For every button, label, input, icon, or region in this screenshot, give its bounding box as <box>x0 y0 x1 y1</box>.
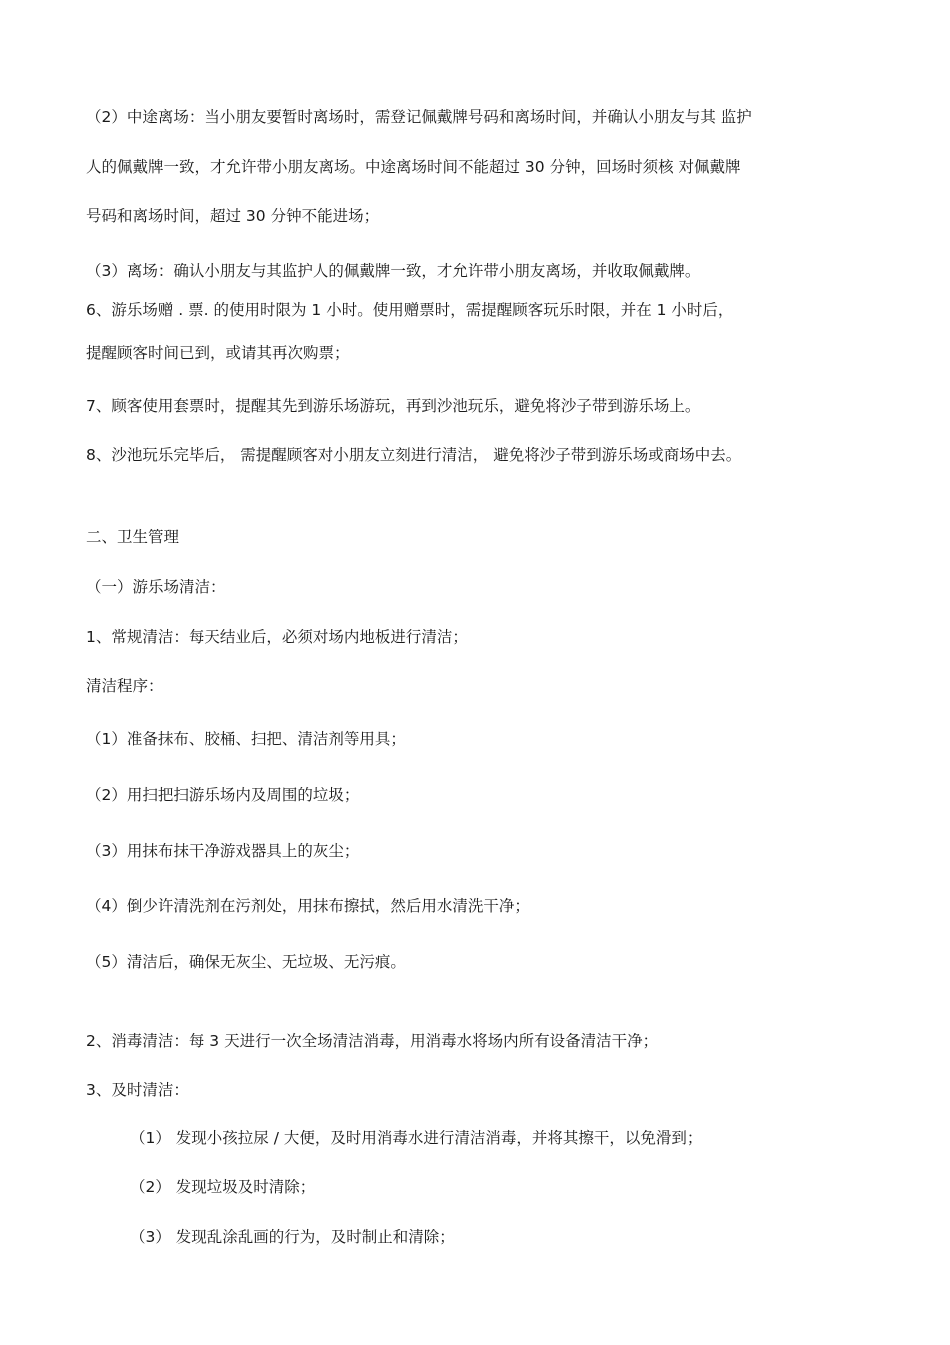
paragraph-line: 1、常规清洁：每天结业后，必须对场内地板进行清洁； <box>86 628 468 646</box>
paragraph-line: （3）离场：确认小朋友与其监护人的佩戴牌一致，才允许带小朋友离场，并收取佩戴牌。 <box>86 262 701 280</box>
list-item: （3）用抹布抹干净游戏器具上的灰尘； <box>86 842 360 860</box>
paragraph-line: 号码和离场时间，超过 30 分钟不能进场； <box>86 207 380 225</box>
list-item: （2） 发现垃圾及时清除； <box>130 1178 316 1196</box>
paragraph-line: （2）中途离场：当小朋友要暂时离场时，需登记佩戴牌号码和离场时间，并确认小朋友与其 监护 <box>86 108 752 126</box>
paragraph-line: 提醒顾客时间已到，或请其再次购票； <box>86 344 350 362</box>
paragraph-line: 6、游乐场赠 . 票. 的使用时限为 1 小时。使用赠票时，需提醒顾客玩乐时限，并在 1 小时后， <box>86 301 734 319</box>
list-item: （2）用扫把扫游乐场内及周围的垃圾； <box>86 786 360 804</box>
list-item: （1） 发现小孩拉尿 / 大便，及时用消毒水进行清洁消毒，并将其擦干，以免滑到； <box>130 1129 703 1147</box>
paragraph-line: 7、顾客使用套票时，提醒其先到游乐场游玩，再到沙池玩乐，避免将沙子带到游乐场上。 <box>86 397 701 415</box>
section-heading: 二、卫生管理 <box>86 528 180 546</box>
list-item: （4）倒少许清洗剂在污剂处，用抹布擦拭，然后用水清洗干净； <box>86 897 530 915</box>
paragraph-line: 人的佩戴牌一致，才允许带小朋友离场。中途离场时间不能超过 30 分钟，回场时须核 对佩戴牌 <box>86 158 741 176</box>
list-item: （3） 发现乱涂乱画的行为，及时制止和清除； <box>130 1228 455 1246</box>
list-item: （1）准备抹布、胶桶、扫把、清洁剂等用具； <box>86 730 406 748</box>
paragraph-line: 3、及时清洁： <box>86 1081 189 1099</box>
subsection-heading: （一）游乐场清洁： <box>86 578 226 596</box>
list-item: （5）清洁后，确保无灰尘、无垃圾、无污痕。 <box>86 953 406 971</box>
paragraph-line: 8、沙池玩乐完毕后， 需提醒顾客对小朋友立刻进行清洁， 避免将沙子带到游乐场或商场中去。 <box>86 446 742 464</box>
paragraph-line: 清洁程序： <box>86 677 164 695</box>
paragraph-line: 2、消毒清洁：每 3 天进行一次全场清洁消毒，用消毒水将场内所有设备清洁干净； <box>86 1032 659 1050</box>
